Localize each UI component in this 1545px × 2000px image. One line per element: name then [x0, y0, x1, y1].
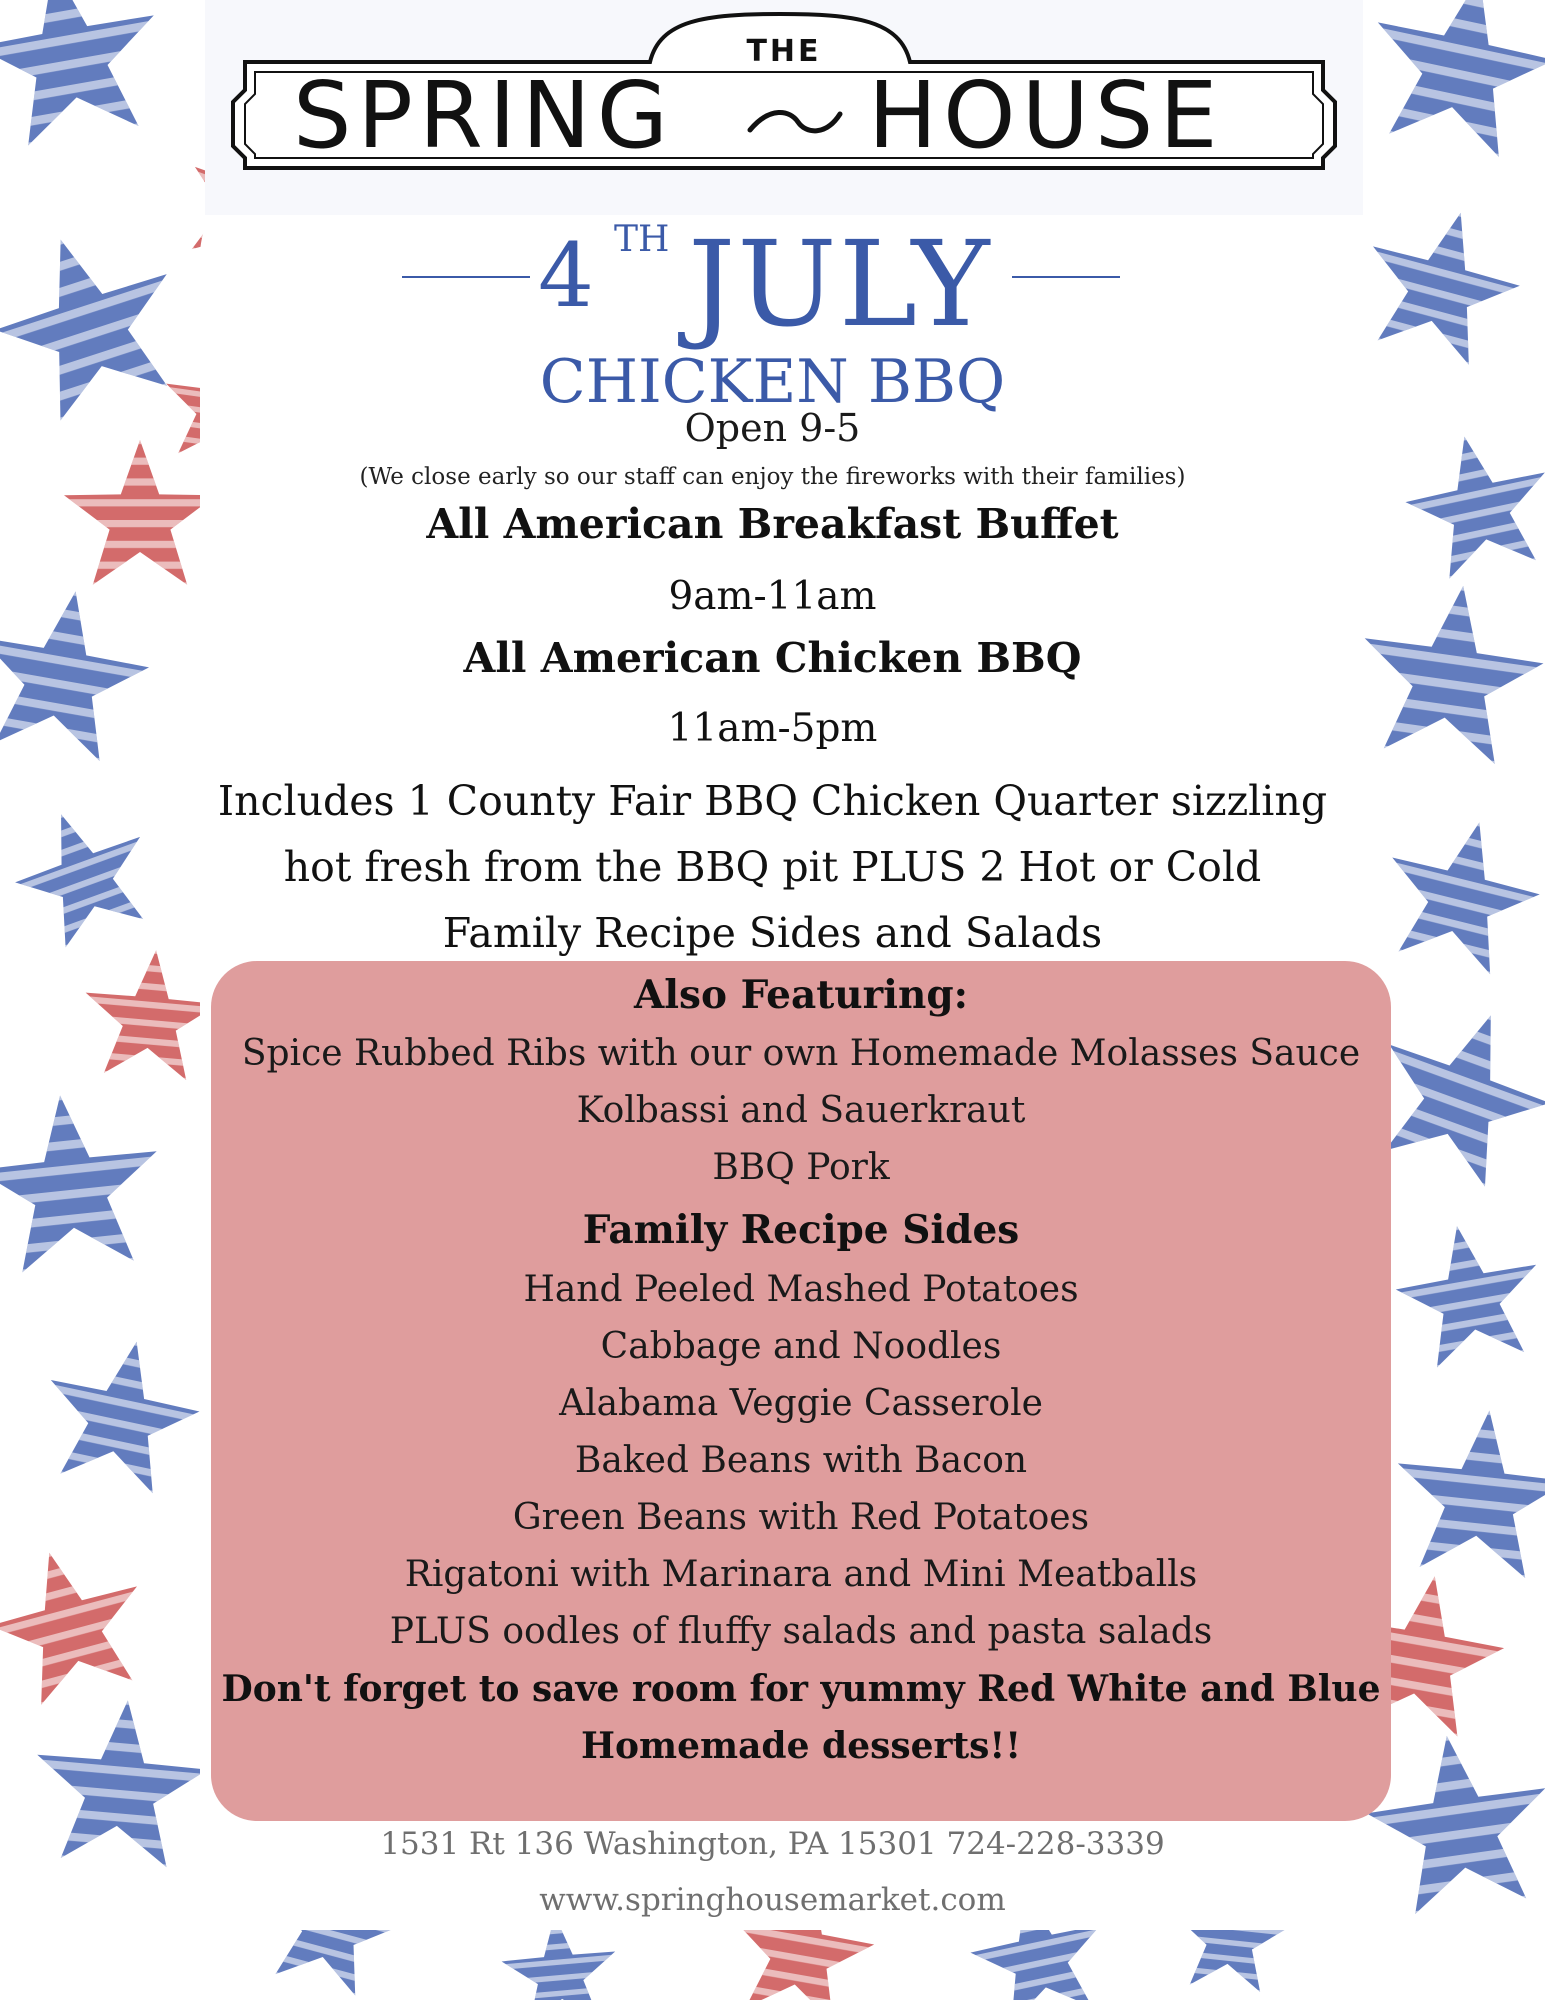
sides-title: Family Recipe Sides: [582, 1207, 1020, 1253]
breakfast-title: All American Breakfast Buffet: [426, 500, 1119, 548]
title-rule-left: [402, 276, 530, 278]
title-rule-right: [1012, 276, 1120, 278]
dessert-line-1: Don't forget to save room for yummy Red White and Blue: [221, 1668, 1381, 1710]
side-item: Cabbage and Noodles: [600, 1326, 1002, 1367]
featuring-item: Spice Rubbed Ribs with our own Homemade Molasses Sauce: [241, 1033, 1361, 1074]
includes-line-2: hot fresh from the BBQ pit PLUS 2 Hot or Cold: [283, 843, 1262, 891]
side-item: PLUS oodles of fluffy salads and pasta salads: [389, 1611, 1213, 1652]
bbq-time: 11am-5pm: [667, 706, 878, 751]
logo-spring-text: SPRING: [293, 62, 675, 169]
open-hours: Open 9-5: [684, 406, 861, 450]
featuring-item: BBQ Pork: [712, 1147, 890, 1188]
includes-line-3: Family Recipe Sides and Salads: [442, 909, 1103, 957]
featuring-item: Kolbassi and Sauerkraut: [576, 1090, 1026, 1131]
logo-the-text: THE: [746, 34, 822, 69]
includes-line-1: Includes 1 County Fair BBQ Chicken Quarter sizzling: [217, 777, 1328, 825]
logo-tilde-icon: [740, 92, 850, 152]
side-item: Rigatoni with Marinara and Mini Meatballs: [404, 1554, 1198, 1595]
title-day-number: 4: [538, 224, 594, 327]
side-item: Alabama Veggie Casserole: [559, 1383, 1043, 1424]
website-link[interactable]: www.springhousemarket.com: [539, 1882, 1006, 1918]
logo: [205, 0, 1363, 215]
title-day-suffix: TH: [614, 219, 670, 260]
dessert-line-2: Homemade desserts!!: [580, 1725, 1022, 1767]
bbq-title: All American Chicken BBQ: [463, 634, 1082, 682]
side-item: Hand Peeled Mashed Potatoes: [523, 1269, 1079, 1310]
side-item: Green Beans with Red Potatoes: [512, 1497, 1090, 1538]
breakfast-time: 9am-11am: [668, 574, 877, 619]
event-title: CHICKEN BBQ: [539, 347, 1006, 417]
logo-house-text: HOUSE: [868, 62, 1224, 169]
closing-note: (We close early so our staff can enjoy the fireworks with their families): [359, 464, 1186, 490]
featuring-title: Also Featuring:: [633, 972, 968, 1018]
address-phone: 1531 Rt 136 Washington, PA 15301 724-228-3339: [380, 1826, 1165, 1862]
side-item: Baked Beans with Bacon: [574, 1440, 1028, 1481]
title-month: JULY: [688, 215, 992, 353]
